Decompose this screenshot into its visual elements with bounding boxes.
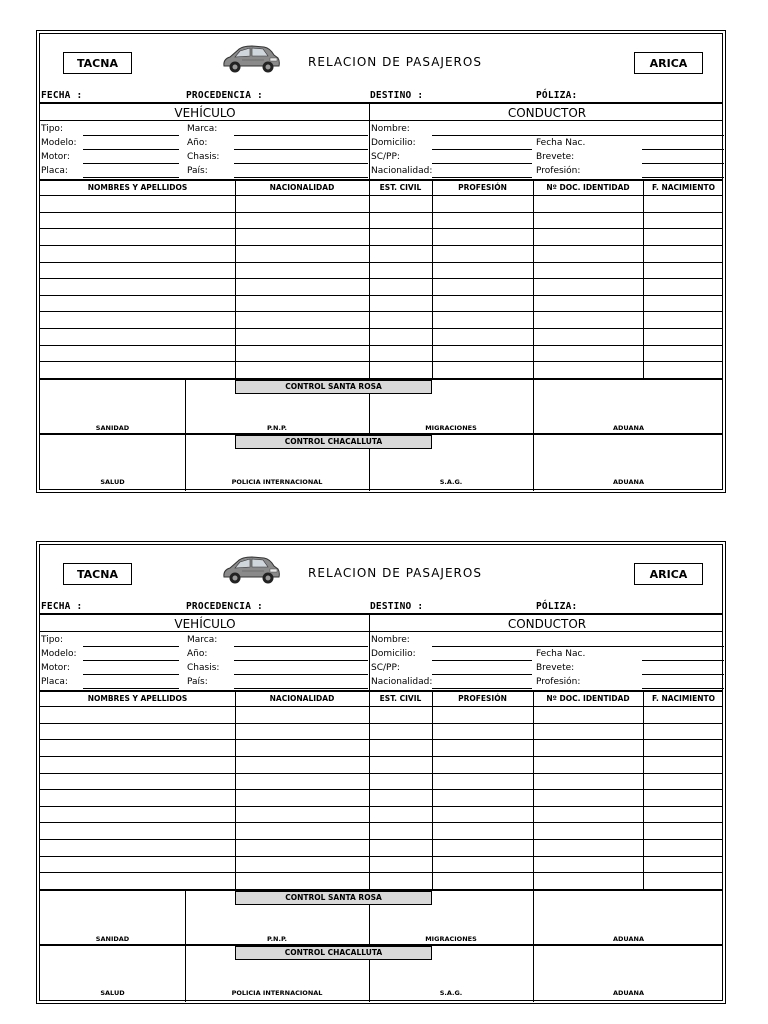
table-row-line	[40, 295, 722, 296]
table-row-line	[40, 228, 722, 229]
poliza-label: PÓLIZA:	[536, 601, 578, 612]
field-underline	[642, 177, 724, 178]
procedencia-label: PROCEDENCIA :	[186, 601, 263, 612]
field-underline	[432, 135, 724, 136]
control-label: P.N.P.	[267, 935, 287, 943]
control-label: S.A.G.	[439, 989, 463, 997]
column-header: EST. CIVIL	[379, 694, 422, 703]
divider	[40, 120, 722, 121]
vehicle-field-label: Marca:	[187, 635, 218, 645]
field-underline	[234, 674, 368, 675]
column-header: NOMBRES Y APELLIDOS	[87, 183, 188, 192]
table-row-line	[40, 212, 722, 213]
column-header: NACIONALIDAD	[269, 694, 335, 703]
table-row-line	[40, 361, 722, 362]
form-frame	[39, 544, 723, 1001]
fecha-label: FECHA :	[41, 90, 83, 101]
vehicle-field-label: Chasis:	[187, 663, 220, 673]
divider	[40, 631, 722, 632]
field-underline	[83, 163, 179, 164]
field-underline	[234, 149, 368, 150]
control-label: SALUD	[100, 478, 125, 486]
table-row-line	[40, 278, 722, 279]
field-underline	[83, 660, 179, 661]
driver-field-label: Nacionalidad:	[371, 677, 433, 687]
column-header: F. NACIMIENTO	[651, 183, 715, 192]
divider	[40, 613, 722, 615]
field-underline	[83, 177, 179, 178]
control-label: S.A.G.	[439, 478, 463, 486]
destination-city-box	[634, 52, 703, 74]
control-label: ADUANA	[612, 478, 644, 486]
form-title: RELACION DE PASAJEROS	[308, 55, 482, 69]
table-row-line	[40, 262, 722, 263]
field-underline	[432, 660, 532, 661]
destination-city-box	[634, 563, 703, 585]
vehicle-title: VEHÍCULO	[174, 106, 236, 120]
driver-field-label: SC/PP:	[371, 663, 400, 673]
divider	[40, 690, 722, 692]
vehicle-field-label: Marca:	[187, 124, 218, 134]
origin-city: TACNA	[77, 56, 118, 70]
column-header: F. NACIMIENTO	[651, 694, 715, 703]
table-row-line	[40, 789, 722, 790]
destino-label: DESTINO :	[370, 90, 424, 101]
control-chacalluta-title: CONTROL CHACALLUTA	[235, 435, 432, 449]
origin-city-box	[63, 563, 132, 585]
table-row-line	[40, 856, 722, 857]
control-label: P.N.P.	[267, 424, 287, 432]
passenger-form	[36, 30, 726, 493]
table-row-line	[40, 328, 722, 329]
field-underline	[642, 674, 724, 675]
field-underline	[432, 688, 532, 689]
table-row-line	[40, 839, 722, 840]
vehicle-field-label: Año:	[187, 138, 208, 148]
vehicle-field-label: Placa:	[41, 677, 68, 687]
table-row-line	[40, 345, 722, 346]
control-label: POLICIA INTERNACIONAL	[231, 478, 323, 486]
table-row-line	[40, 195, 722, 196]
column-header: Nº DOC. IDENTIDAD	[546, 694, 630, 703]
driver-field-label: Domicilio:	[371, 649, 416, 659]
control-divider	[533, 378, 534, 491]
vehicle-field-label: Placa:	[41, 166, 68, 176]
driver-field-label: Nacionalidad:	[371, 166, 433, 176]
control-label: ADUANA	[612, 424, 644, 432]
form-title: RELACION DE PASAJEROS	[308, 566, 482, 580]
driver-title: CONDUCTOR	[507, 106, 587, 120]
table-row-line	[40, 739, 722, 740]
table-row-line	[40, 706, 722, 707]
divider	[40, 179, 722, 181]
table-row-line	[40, 822, 722, 823]
field-underline	[234, 646, 368, 647]
field-underline	[234, 135, 368, 136]
field-underline	[642, 149, 724, 150]
vehicle-field-label: Modelo:	[41, 138, 77, 148]
control-divider	[185, 889, 186, 1002]
field-underline	[234, 660, 368, 661]
field-underline	[432, 149, 532, 150]
vehicle-field-label: Tipo:	[41, 124, 63, 134]
control-label: SALUD	[100, 989, 125, 997]
driver-field-label: Fecha Nac.	[536, 138, 586, 148]
field-underline	[83, 646, 179, 647]
procedencia-label: PROCEDENCIA :	[186, 90, 263, 101]
divider	[369, 102, 370, 180]
passenger-form	[36, 541, 726, 1004]
vehicle-field-label: País:	[187, 166, 208, 176]
origin-city-box	[63, 52, 132, 74]
control-chacalluta-title: CONTROL CHACALLUTA	[235, 946, 432, 960]
driver-field-label: Brevete:	[536, 663, 575, 673]
field-underline	[432, 163, 532, 164]
control-label: MIGRACIONES	[425, 935, 477, 943]
driver-title: CONDUCTOR	[507, 617, 587, 631]
table-row-line	[40, 806, 722, 807]
vehicle-field-label: Modelo:	[41, 649, 77, 659]
table-row-line	[40, 773, 722, 774]
divider	[40, 102, 722, 104]
divider	[369, 613, 370, 691]
column-header: PROFESIÓN	[458, 183, 507, 192]
fecha-label: FECHA :	[41, 601, 83, 612]
table-row-line	[40, 311, 722, 312]
table-row-line	[40, 245, 722, 246]
field-underline	[642, 660, 724, 661]
table-row-line	[40, 723, 722, 724]
vehicle-field-label: Año:	[187, 649, 208, 659]
field-underline	[432, 674, 532, 675]
driver-field-label: SC/PP:	[371, 152, 400, 162]
control-label: POLICIA INTERNACIONAL	[231, 989, 323, 997]
column-header: Nº DOC. IDENTIDAD	[546, 183, 630, 192]
destination-city: ARICA	[649, 567, 688, 581]
vehicle-field-label: País:	[187, 677, 208, 687]
field-underline	[83, 674, 179, 675]
column-header: EST. CIVIL	[379, 183, 422, 192]
vehicle-field-label: Chasis:	[187, 152, 220, 162]
control-divider	[185, 378, 186, 491]
field-underline	[83, 149, 179, 150]
driver-field-label: Nombre:	[371, 635, 410, 645]
field-underline	[432, 177, 532, 178]
column-header: PROFESIÓN	[458, 694, 507, 703]
control-label: MIGRACIONES	[425, 424, 477, 432]
vehicle-field-label: Tipo:	[41, 635, 63, 645]
destino-label: DESTINO :	[370, 601, 424, 612]
field-underline	[83, 135, 179, 136]
driver-field-label: Nombre:	[371, 124, 410, 134]
control-label: ADUANA	[612, 989, 644, 997]
form-frame	[39, 33, 723, 490]
table-row-line	[40, 756, 722, 757]
destination-city: ARICA	[649, 56, 688, 70]
field-underline	[83, 688, 179, 689]
column-header: NOMBRES Y APELLIDOS	[87, 694, 188, 703]
control-santa-rosa-title: CONTROL SANTA ROSA	[235, 380, 432, 394]
control-label: ADUANA	[612, 935, 644, 943]
driver-field-label: Profesión:	[536, 166, 581, 176]
driver-field-label: Profesión:	[536, 677, 581, 687]
poliza-label: PÓLIZA:	[536, 90, 578, 101]
field-underline	[234, 163, 368, 164]
driver-field-label: Fecha Nac.	[536, 649, 586, 659]
column-header: NACIONALIDAD	[269, 183, 335, 192]
field-underline	[432, 646, 724, 647]
control-label: SANIDAD	[95, 424, 130, 432]
field-underline	[234, 177, 368, 178]
vehicle-field-label: Motor:	[41, 152, 70, 162]
origin-city: TACNA	[77, 567, 118, 581]
field-underline	[642, 163, 724, 164]
control-divider	[533, 889, 534, 1002]
vehicle-field-label: Motor:	[41, 663, 70, 673]
driver-field-label: Brevete:	[536, 152, 575, 162]
control-label: SANIDAD	[95, 935, 130, 943]
driver-field-label: Domicilio:	[371, 138, 416, 148]
table-row-line	[40, 872, 722, 873]
field-underline	[642, 688, 724, 689]
vehicle-title: VEHÍCULO	[174, 617, 236, 631]
control-santa-rosa-title: CONTROL SANTA ROSA	[235, 891, 432, 905]
field-underline	[234, 688, 368, 689]
